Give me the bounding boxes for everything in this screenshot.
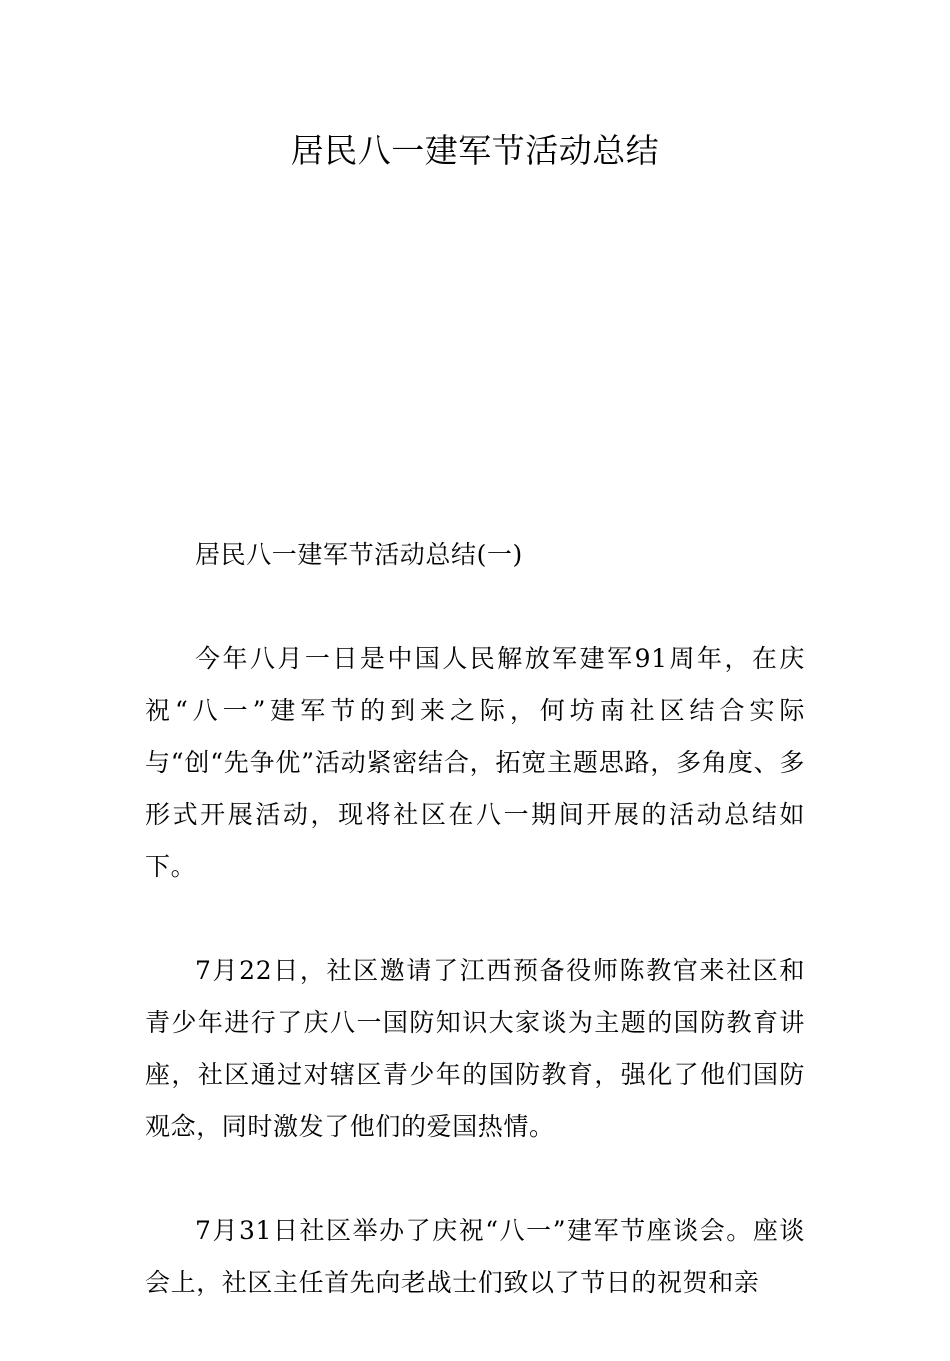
document-body [145, 529, 805, 1361]
body-paragraph: 7月22日，社区邀请了江西预备役师陈教官来社区和青少年进行了庆八一国防知识大家谈为主题的国防教育讲座，社区通过对辖区青少年的国防教育，强化了他们国防观念，同时激发了他们的爱国热情。 [145, 956, 805, 1141]
body-paragraph: 今年八月一日是中国人民解放军建军91周年，在庆祝“八一”建军节的到来之际，何坊南社区结合实际与“创“先争优”活动紧密结合，拓宽主题思路，多角度、多形式开展活动，现将社区在八一期间开展的活动总结如下。 [145, 644, 805, 881]
document-title: 居民八一建军节活动总结 [290, 131, 660, 170]
subtitle-paragraph: 居民八一建军节活动总结(一) [195, 540, 523, 569]
body-paragraph: 7月31日社区举办了庆祝“八一”建军节座谈会。座谈会上，社区主任首先向老战士们致以了节日的祝贺和亲 [145, 1216, 805, 1297]
